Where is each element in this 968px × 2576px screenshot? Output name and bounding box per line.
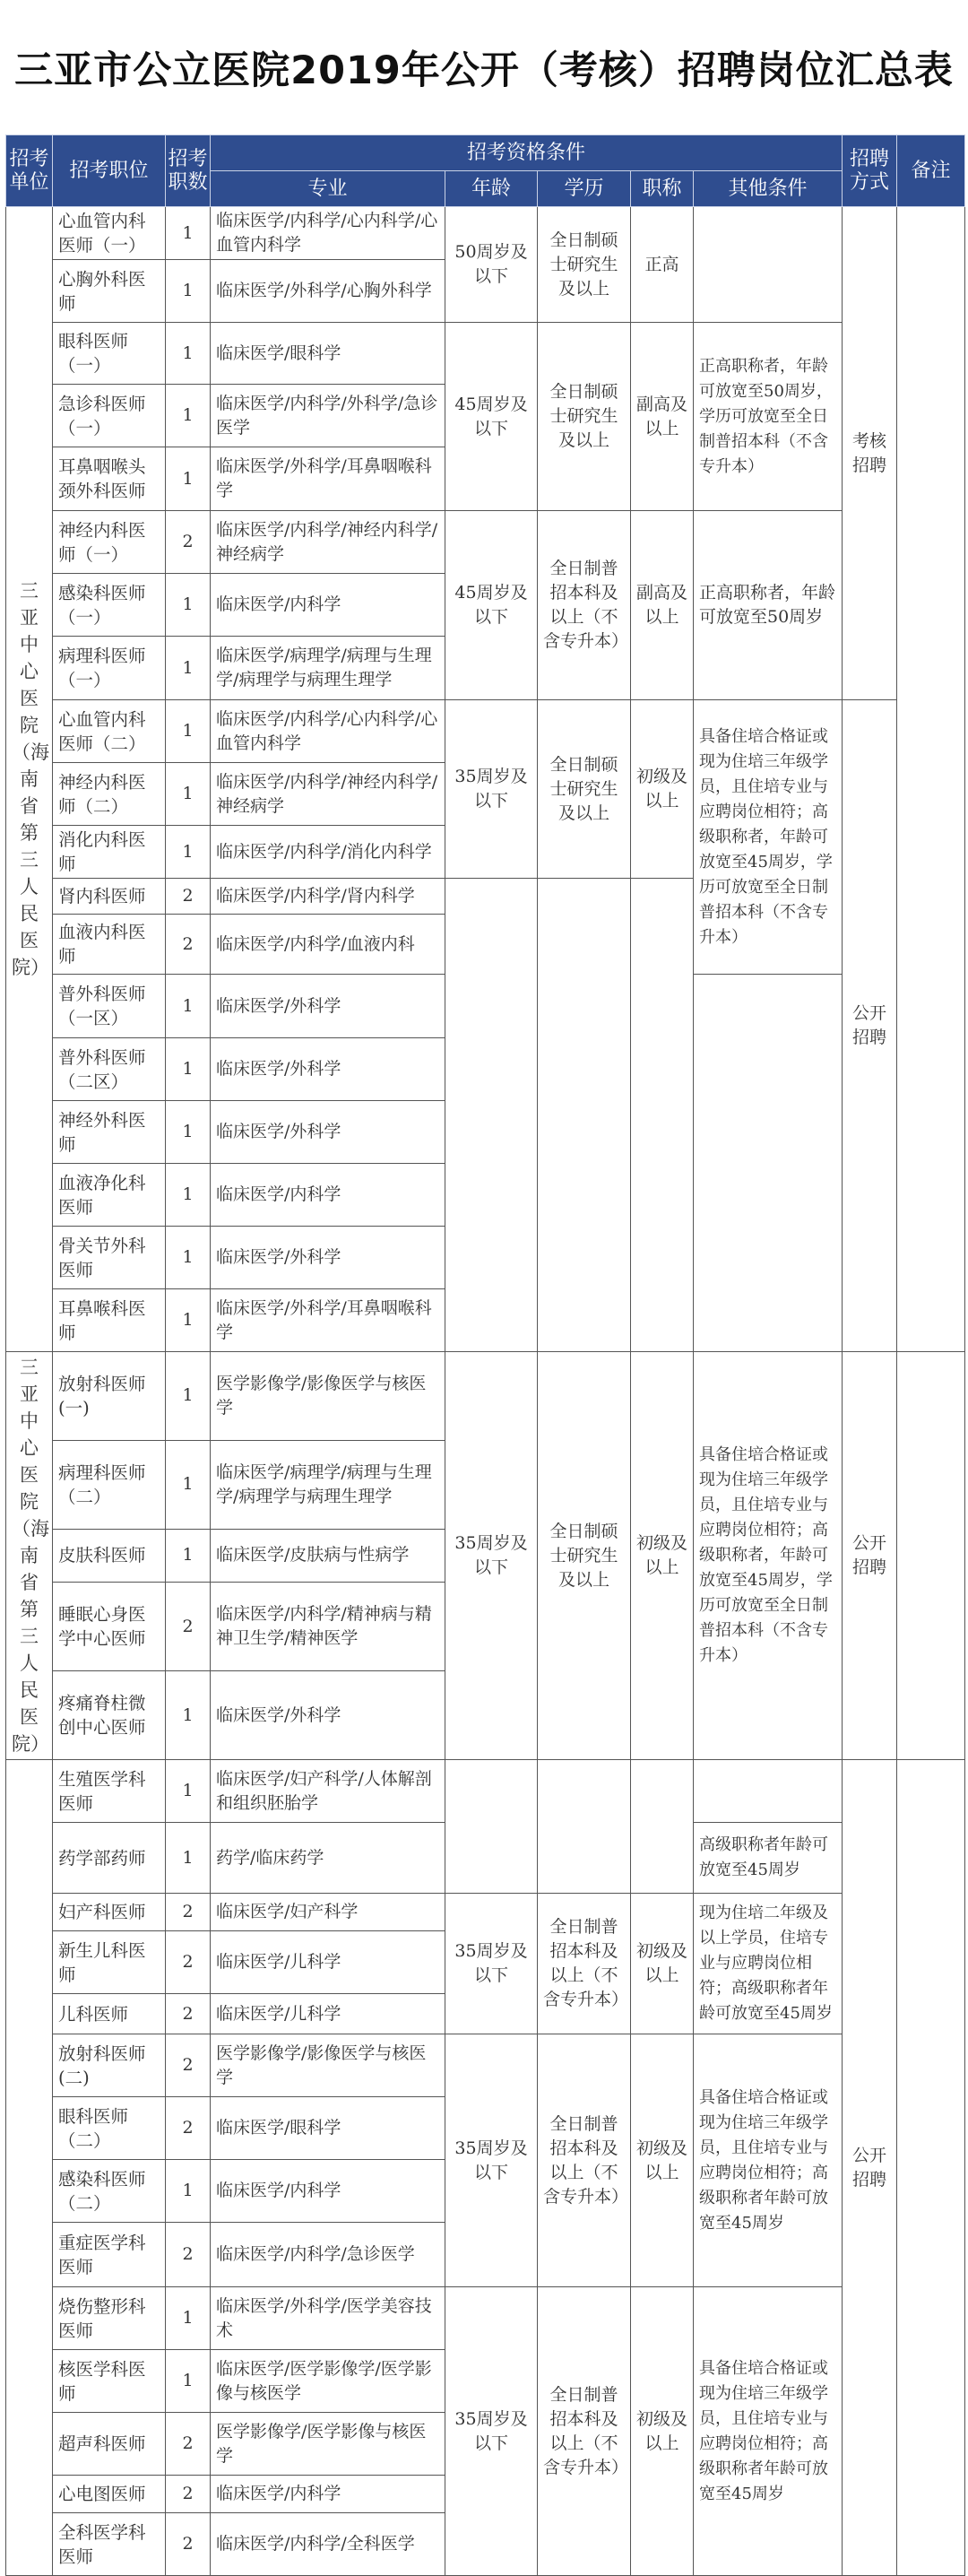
position-cell: 皮肤科医师 (53, 1529, 166, 1582)
count-cell: 2 (166, 915, 211, 975)
position-cell: 病理科医师（二） (53, 1440, 166, 1529)
count-cell: 1 (166, 637, 211, 700)
count-cell: 2 (166, 2034, 211, 2097)
count-cell: 2 (166, 2513, 211, 2576)
education-cell: 全日制硕士研究生及以上 (538, 323, 631, 511)
count-cell: 2 (166, 1894, 211, 1931)
table-body (6, 207, 965, 2576)
position-cell: 耳鼻咽喉头颈外科医师 (53, 447, 166, 511)
position-cell: 烧伤整形科医师 (53, 2287, 166, 2350)
recruitment-table (5, 134, 965, 2576)
major-cell: 临床医学/内科学 (211, 2476, 445, 2513)
position-cell: 药学部药师 (53, 1823, 166, 1894)
title-rank-cell: 副高及以上 (631, 323, 694, 511)
major-cell: 临床医学/内科学/全科医学 (211, 2513, 445, 2576)
title-rank-cell (631, 879, 694, 1352)
position-cell: 血液净化科医师 (53, 1164, 166, 1227)
major-cell: 临床医学/外科学/心胸外科学 (211, 260, 445, 323)
position-cell: 生殖医学科医师 (53, 1760, 166, 1823)
major-cell: 临床医学/内科学/急诊医学 (211, 2223, 445, 2287)
position-cell: 儿科医师 (53, 1994, 166, 2034)
position-cell: 睡眠心身医学中心医师 (53, 1583, 166, 1671)
position-cell: 普外科医师（一区） (53, 975, 166, 1038)
major-cell: 临床医学/外科学 (211, 1671, 445, 1760)
position-cell: 消化内科医师 (53, 826, 166, 879)
other-cell: 具备住培合格证或现为住培三年级学员，且住培专业与应聘岗位相符；高级职称者年龄可放宽至45周岁 (694, 2034, 843, 2287)
count-cell: 1 (166, 2350, 211, 2413)
education-cell: 全日制硕士研究生及以上 (538, 1352, 631, 1760)
header-title-rank: 职称 (631, 171, 694, 207)
header-position: 招考职位 (53, 135, 166, 207)
count-cell: 2 (166, 1931, 211, 1994)
remark-cell (897, 207, 965, 1352)
major-cell: 临床医学/内科学 (211, 574, 445, 637)
major-cell: 临床医学/眼科学 (211, 2097, 445, 2160)
count-cell: 1 (166, 385, 211, 447)
major-cell: 临床医学/外科学 (211, 1101, 445, 1164)
position-cell: 心血管内科医师（二） (53, 700, 166, 763)
unit-cell (6, 1760, 53, 2576)
age-cell: 45周岁及以下 (445, 511, 538, 700)
major-cell: 临床医学/内科学/消化内科学 (211, 826, 445, 879)
count-cell: 2 (166, 1583, 211, 1671)
major-cell: 临床医学/外科学 (211, 1038, 445, 1101)
major-cell: 临床医学/外科学/耳鼻咽喉科学 (211, 1289, 445, 1352)
remark-cell (897, 1760, 965, 2576)
other-cell (694, 975, 843, 1352)
age-cell (445, 879, 538, 1352)
position-cell: 感染科医师（二） (53, 2160, 166, 2223)
count-cell: 1 (166, 1823, 211, 1894)
title-rank-cell: 初级及以上 (631, 700, 694, 879)
count-cell: 1 (166, 1038, 211, 1101)
position-cell: 心血管内科医师（一） (53, 207, 166, 260)
other-cell: 具备住培合格证或现为住培三年级学员，且住培专业与应聘岗位相符；高级职称者，年龄可放宽至45周岁，学历可放宽至全日制普招本科（不含专升本） (694, 1352, 843, 1760)
count-cell: 1 (166, 1101, 211, 1164)
other-cell: 具备住培合格证或现为住培三年级学员，且住培专业与应聘岗位相符；高级职称者年龄可放宽至45周岁 (694, 2287, 843, 2576)
table-row (6, 700, 965, 763)
count-cell: 1 (166, 1352, 211, 1441)
table-header (6, 135, 965, 207)
major-cell: 临床医学/医学影像学/医学影像与核医学 (211, 2350, 445, 2413)
count-cell: 2 (166, 2223, 211, 2287)
count-cell: 1 (166, 763, 211, 826)
count-cell: 2 (166, 2413, 211, 2476)
age-cell: 35周岁及以下 (445, 2034, 538, 2287)
education-cell: 全日制硕士研究生及以上 (538, 700, 631, 879)
major-cell: 临床医学/外科学 (211, 975, 445, 1038)
position-cell: 放射科医师(二) (53, 2034, 166, 2097)
major-cell: 临床医学/外科学/耳鼻咽喉科学 (211, 447, 445, 511)
count-cell: 1 (166, 2160, 211, 2223)
remark-cell (897, 1352, 965, 1760)
education-cell (538, 1760, 631, 1894)
count-cell: 2 (166, 1994, 211, 2034)
position-cell: 全科医学科医师 (53, 2513, 166, 2576)
position-cell: 超声科医师 (53, 2413, 166, 2476)
major-cell: 临床医学/内科学 (211, 1164, 445, 1227)
other-cell (694, 207, 843, 323)
position-cell: 神经内科医师（一） (53, 511, 166, 574)
major-cell: 临床医学/内科学/心内科学/心血管内科学 (211, 207, 445, 260)
position-cell: 重症医学科医师 (53, 2223, 166, 2287)
count-cell: 1 (166, 1440, 211, 1529)
method-cell: 公开招聘 (843, 700, 897, 1352)
age-cell: 50周岁及以下 (445, 207, 538, 323)
age-cell: 45周岁及以下 (445, 323, 538, 511)
age-cell: 35周岁及以下 (445, 1352, 538, 1760)
table-row (6, 1760, 965, 1823)
position-cell: 妇产科医师 (53, 1894, 166, 1931)
count-cell: 2 (166, 2097, 211, 2160)
count-cell: 2 (166, 879, 211, 915)
major-cell: 临床医学/儿科学 (211, 1994, 445, 2034)
major-cell: 临床医学/内科学/肾内科学 (211, 879, 445, 915)
count-cell: 1 (166, 1164, 211, 1227)
count-cell: 1 (166, 975, 211, 1038)
count-cell: 1 (166, 1227, 211, 1289)
education-cell: 全日制普招本科及以上（不含专升本） (538, 1894, 631, 2034)
other-cell: 正高职称者，年龄可放宽至50周岁 (694, 511, 843, 700)
header-education: 学历 (538, 171, 631, 207)
title-rank-cell: 初级及以上 (631, 2287, 694, 2576)
title-rank-cell: 初级及以上 (631, 2034, 694, 2287)
header-method: 招聘方式 (843, 135, 897, 207)
major-cell: 临床医学/内科学/外科学/急诊医学 (211, 385, 445, 447)
major-cell: 临床医学/内科学/血液内科 (211, 915, 445, 975)
count-cell: 1 (166, 574, 211, 637)
age-cell: 35周岁及以下 (445, 700, 538, 879)
header-age: 年龄 (445, 171, 538, 207)
education-cell: 全日制普招本科及以上（不含专升本） (538, 511, 631, 700)
count-cell: 1 (166, 260, 211, 323)
other-cell: 现为住培二年级及以上学员，住培专业与应聘岗位相符；高级职称者年龄可放宽至45周岁 (694, 1894, 843, 2034)
position-cell: 感染科医师（一） (53, 574, 166, 637)
major-cell: 临床医学/外科学/医学美容技术 (211, 2287, 445, 2350)
count-cell: 1 (166, 447, 211, 511)
count-cell: 1 (166, 700, 211, 763)
position-cell: 急诊科医师（一） (53, 385, 166, 447)
education-cell: 全日制普招本科及以上（不含专升本） (538, 2034, 631, 2287)
title-rank-cell: 正高 (631, 207, 694, 323)
count-cell: 1 (166, 1289, 211, 1352)
major-cell: 医学影像学/影像医学与核医学 (211, 2034, 445, 2097)
unit-cell: 三亚中心医院（海南省第三人民医院） (6, 207, 53, 1352)
position-cell: 疼痛脊柱微创中心医师 (53, 1671, 166, 1760)
count-cell: 2 (166, 2476, 211, 2513)
major-cell: 临床医学/妇产科学 (211, 1894, 445, 1931)
header-count: 招考职数 (166, 135, 211, 207)
position-cell: 血液内科医师 (53, 915, 166, 975)
position-cell: 放射科医师(一) (53, 1352, 166, 1441)
title-rank-cell: 副高及以上 (631, 511, 694, 700)
method-cell: 公开招聘 (843, 1352, 897, 1760)
major-cell: 临床医学/内科学 (211, 2160, 445, 2223)
header-qualifications: 招考资格条件 (211, 135, 843, 171)
position-cell: 眼科医师（二） (53, 2097, 166, 2160)
major-cell: 临床医学/病理学/病理与生理学/病理学与病理生理学 (211, 1440, 445, 1529)
table-row (6, 2034, 965, 2097)
table-row (6, 1352, 965, 1441)
education-cell: 全日制普招本科及以上（不含专升本） (538, 2287, 631, 2576)
other-cell: 具备住培合格证或现为住培三年级学员，且住培专业与应聘岗位相符；高级职称者，年龄可放宽至45周岁，学历可放宽至全日制普招本科（不含专升本） (694, 700, 843, 975)
count-cell: 2 (166, 511, 211, 574)
count-cell: 1 (166, 1760, 211, 1823)
major-cell: 临床医学/内科学/精神病与精神卫生学/精神医学 (211, 1583, 445, 1671)
title-rank-cell: 初级及以上 (631, 1894, 694, 2034)
count-cell: 1 (166, 1529, 211, 1582)
education-cell (538, 879, 631, 1352)
position-cell: 耳鼻喉科医师 (53, 1289, 166, 1352)
table-row (6, 323, 965, 385)
major-cell: 临床医学/妇产科学/人体解剖和组织胚胎学 (211, 1760, 445, 1823)
position-cell: 神经外科医师 (53, 1101, 166, 1164)
position-cell: 肾内科医师 (53, 879, 166, 915)
major-cell: 临床医学/皮肤病与性病学 (211, 1529, 445, 1582)
other-cell (694, 1760, 843, 1823)
position-cell: 新生儿科医师 (53, 1931, 166, 1994)
position-cell: 神经内科医师（二） (53, 763, 166, 826)
unit-cell: 三亚中心医院（海南省第三人民医院） (6, 1352, 53, 1760)
header-unit: 招考单位 (6, 135, 53, 207)
count-cell: 1 (166, 1671, 211, 1760)
position-cell: 普外科医师（二区） (53, 1038, 166, 1101)
table-row (6, 2287, 965, 2350)
count-cell: 1 (166, 2287, 211, 2350)
age-cell: 35周岁及以下 (445, 2287, 538, 2576)
recruitment-table-wrap (5, 134, 964, 2576)
count-cell: 1 (166, 323, 211, 385)
table-row (6, 511, 965, 574)
major-cell: 临床医学/眼科学 (211, 323, 445, 385)
header-major: 专业 (211, 171, 445, 207)
method-cell: 考核招聘 (843, 207, 897, 700)
header-other: 其他条件 (694, 171, 843, 207)
method-cell: 公开招聘 (843, 1760, 897, 2576)
major-cell: 医学影像学/影像医学与核医学 (211, 1352, 445, 1441)
count-cell: 1 (166, 207, 211, 260)
age-cell (445, 1760, 538, 1894)
title-rank-cell: 初级及以上 (631, 1352, 694, 1760)
other-cell: 高级职称者年龄可放宽至45周岁 (694, 1823, 843, 1894)
major-cell: 临床医学/内科学/神经内科学/神经病学 (211, 763, 445, 826)
table-row (6, 207, 965, 260)
major-cell: 药学/临床药学 (211, 1823, 445, 1894)
major-cell: 临床医学/内科学/心内科学/心血管内科学 (211, 700, 445, 763)
major-cell: 临床医学/病理学/病理与生理学/病理学与病理生理学 (211, 637, 445, 700)
major-cell: 医学影像学/医学影像与核医学 (211, 2413, 445, 2476)
education-cell: 全日制硕士研究生及以上 (538, 207, 631, 323)
table-row (6, 1894, 965, 1931)
position-cell: 病理科医师（一） (53, 637, 166, 700)
position-cell: 心电图医师 (53, 2476, 166, 2513)
page-title: 三亚市公立医院2019年公开（考核）招聘岗位汇总表 (14, 48, 954, 93)
other-cell: 正高职称者，年龄可放宽至50周岁，学历可放宽至全日制普招本科（不含专升本） (694, 323, 843, 511)
major-cell: 临床医学/外科学 (211, 1227, 445, 1289)
position-cell: 眼科医师（一） (53, 323, 166, 385)
count-cell: 1 (166, 826, 211, 879)
major-cell: 临床医学/内科学/神经内科学/神经病学 (211, 511, 445, 574)
position-cell: 心胸外科医师 (53, 260, 166, 323)
major-cell: 临床医学/儿科学 (211, 1931, 445, 1994)
header-remark: 备注 (897, 135, 965, 207)
title-rank-cell (631, 1760, 694, 1894)
age-cell: 35周岁及以下 (445, 1894, 538, 2034)
position-cell: 核医学科医师 (53, 2350, 166, 2413)
position-cell: 骨关节外科医师 (53, 1227, 166, 1289)
